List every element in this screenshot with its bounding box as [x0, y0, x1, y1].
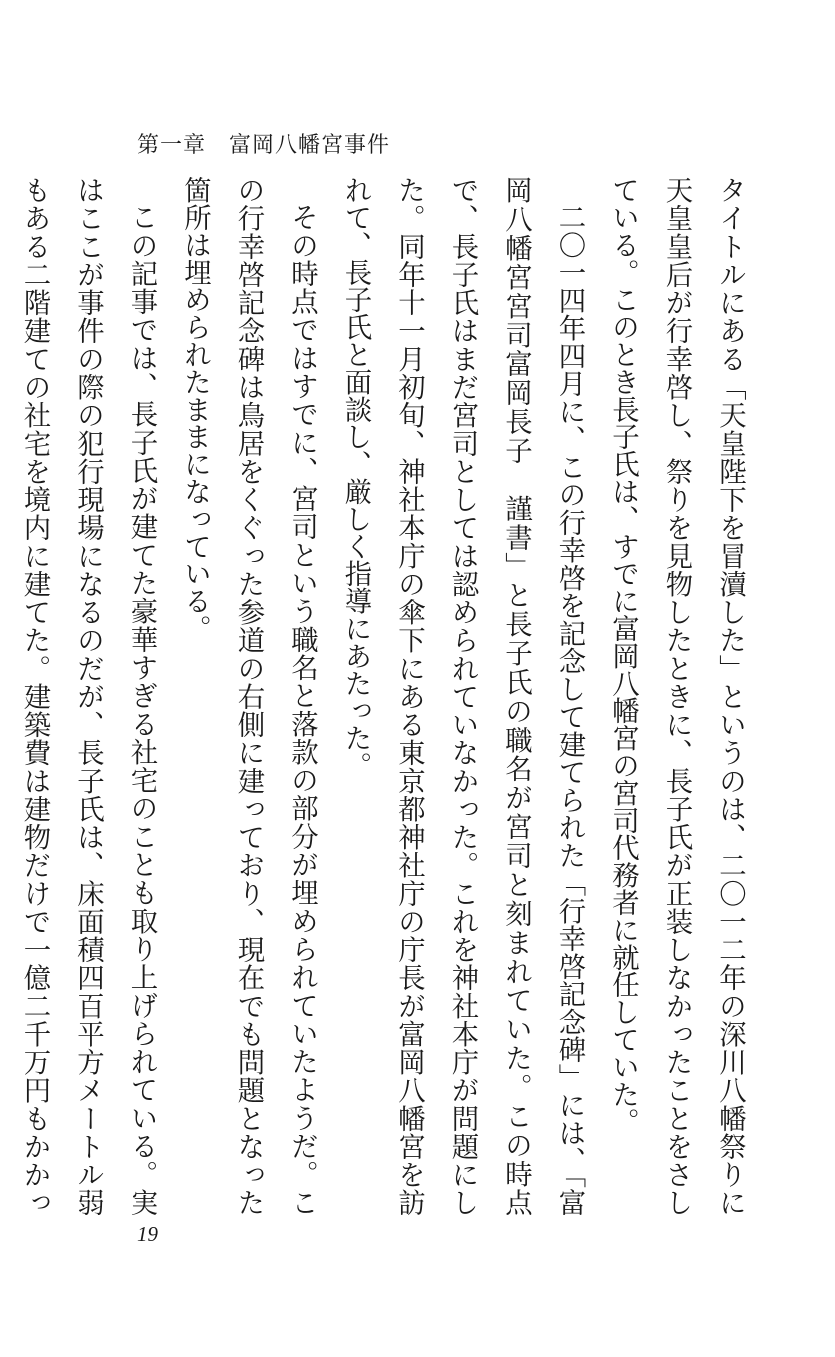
vertical-text-block	[18, 176, 756, 1216]
paragraph-1: タイトルにある「天皇陛下を冒瀆した」というのは、二〇一二年の深川八幡祭りに天皇皇后が行幸啓し、祭りを見物したときに、長子氏が正装しなかったことをさしている。このとき長子氏は、すでに富岡八幡宮の宮司代務者に就任していた。	[607, 176, 745, 1216]
page-number: 19	[137, 1222, 158, 1246]
paragraph-2: 二〇一四年四月に、この行幸啓を記念して建てられた「行幸啓記念碑」には、「富岡八幡宮宮司富岡長子 謹書」と長子氏の職名が宮司と刻まれていた。この時点で、長子氏はまだ宮司としては認められていなかった。これを神社本庁が問題にした。同年十一月初旬、神社本庁の傘下にある東京都神社庁の庁長が富岡八幡宮を訪れて、長子氏と面談し、厳しく指導にあたった。	[339, 176, 585, 1216]
paragraph-3: その時点ではすでに、宮司という職名と落款の部分が埋められていたようだ。この行幸啓記念碑は鳥居をくぐった参道の右側に建っており、現在でも問題となった箇所は埋められたままになっている。	[179, 176, 317, 1216]
paragraph-4: この記事では、長子氏が建てた豪華すぎる社宅のことも取り上げられている。実はここが事件の際の犯行現場になるのだが、長子氏は、床面積四百平方メートル弱もある二階建ての社宅を境内に建てた。建築費は建物だけで一億二千万円もかかっ	[18, 176, 157, 1216]
running-head: 第一章 富岡八幡宮事件	[137, 133, 391, 158]
